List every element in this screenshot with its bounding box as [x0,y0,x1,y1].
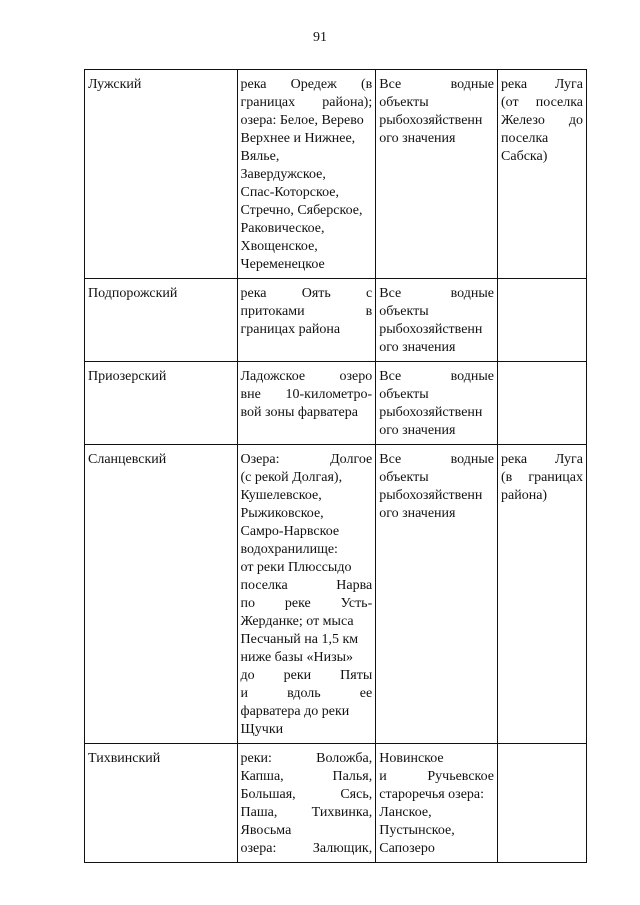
water-objects-line: Самро-Нарвское [240,524,340,539]
water-objects-line: Раковическое, [240,221,325,236]
fishery-significance-line: Все водные [379,452,495,467]
water-objects-line: Явосьма [240,823,292,838]
water-objects-line: река Оять с [240,286,373,301]
fishery-significance-line: Все водные [379,369,495,384]
water-objects-line: Вялье, [240,149,280,164]
district-name: Приозерский [88,369,167,384]
district-name: Сланцевский [88,452,167,467]
water-objects-line: от реки Плюссыдо [240,560,352,575]
river-section-line: района) [501,488,548,503]
fishery-significance-line: рыбохозяйственн [379,488,483,503]
river-section-line: (от поселка [501,95,583,110]
water-objects-line: поселка Нарва [240,578,373,593]
fishery-significance-line: Все водные [379,77,495,92]
table-row [85,279,587,362]
fishery-significance-line: Ланское, [379,805,432,820]
district-cell [85,362,238,445]
fishery-significance-cell [376,279,498,362]
fishery-significance-line: ого значения [379,131,456,146]
water-objects-line: вне 10-километро- [240,387,373,402]
water-objects-cell [237,70,376,279]
fishery-significance-line: Сапозеро [379,841,435,856]
water-objects-line: ниже базы «Низы» [240,650,353,665]
water-objects-line: границах района [240,322,341,337]
water-objects-cell [237,744,376,863]
table-row [85,70,587,279]
water-objects-line: Ладожское озеро [240,369,373,384]
river-section-line: Железо до [501,113,583,128]
table-row [85,744,587,863]
water-objects-line: Рыжиковское, [240,506,324,521]
district-cell [85,279,238,362]
fishery-significance-line: объекты [379,304,429,319]
river-section-cell [498,279,587,362]
water-objects-cell [237,279,376,362]
water-objects-line: реки: Воложба, [240,751,373,766]
river-section-cell [498,362,587,445]
water-objects-line: Большая, Сясь, [240,787,373,802]
fishery-significance-line: Новинское [379,751,444,766]
water-objects-line: река Оредеж (в [240,77,373,92]
water-objects-line: Озера: Долгое [240,452,373,467]
water-objects-line: Паша, Тихвинка, [240,805,373,820]
water-objects-line: Кушелевское, [240,488,322,503]
water-objects-line: Череменецкое [240,257,325,272]
water-objects-line: Стречно, Сяберское, [240,203,363,218]
water-objects-line: Спас-Которское, [240,185,339,200]
water-objects-line: притоками в [240,304,373,319]
river-section-line: река Луга [501,452,583,467]
fishery-significance-line: Все водные [379,286,495,301]
water-objects-line: границах района); [240,95,373,110]
water-objects-line: озера: Белое, Верево [240,113,364,128]
river-section-line: Сабска) [501,149,548,164]
fishery-significance-line: объекты [379,470,429,485]
water-objects-line: по реке Усть- [240,596,373,611]
district-cell [85,744,238,863]
fishery-significance-line: ого значения [379,340,456,355]
district-name: Лужский [88,77,142,92]
river-section-cell [498,445,587,744]
fishery-significance-line: рыбохозяйственн [379,405,483,420]
table-row [85,445,587,744]
water-objects-line: и вдоль ее [240,686,373,701]
water-objects-line: Жерданке; от мыса [240,614,354,629]
districts-table [84,69,587,863]
district-cell [85,70,238,279]
water-objects-line: водохранилище: [240,542,338,557]
water-objects-line: фарватера до реки [240,704,350,719]
fishery-significance-cell [376,744,498,863]
water-objects-line: Капша, Палья, [240,769,373,784]
fishery-significance-line: ого значения [379,423,456,438]
fishery-significance-line: рыбохозяйственн [379,113,483,128]
districts-table-body [85,70,587,863]
water-objects-cell [237,362,376,445]
water-objects-line: Завердужское, [240,167,326,182]
fishery-significance-line: староречья озера: [379,787,485,802]
water-objects-line: Хвощенское, [240,239,318,254]
river-section-line: река Луга [501,77,583,92]
fishery-significance-line: и Ручьевское [379,769,495,784]
fishery-significance-line: ого значения [379,506,456,521]
river-section-line: поселка [501,131,549,146]
district-name: Тихвинский [88,751,161,766]
district-name: Подпорожский [88,286,178,301]
water-objects-line: вой зоны фарватера [240,405,358,420]
water-objects-cell [237,445,376,744]
table-row [85,362,587,445]
fishery-significance-cell [376,70,498,279]
page-number: 91 [313,30,327,45]
fishery-significance-cell [376,445,498,744]
fishery-significance-line: объекты [379,387,429,402]
district-cell [85,445,238,744]
fishery-significance-line: Пустынское, [379,823,455,838]
fishery-significance-line: объекты [379,95,429,110]
river-section-line: (в границах [501,470,583,485]
water-objects-line: до реки Пяты [240,668,373,683]
water-objects-line: (с рекой Долгая), [240,470,343,485]
river-section-cell [498,744,587,863]
river-section-cell [498,70,587,279]
fishery-significance-line: рыбохозяйственн [379,322,483,337]
water-objects-line: Верхнее и Нижнее, [240,131,356,146]
water-objects-line: Песчаный на 1,5 км [240,632,359,647]
water-objects-line: озера: Залющик, [240,841,373,856]
fishery-significance-cell [376,362,498,445]
water-objects-line: Щучки [240,722,284,737]
